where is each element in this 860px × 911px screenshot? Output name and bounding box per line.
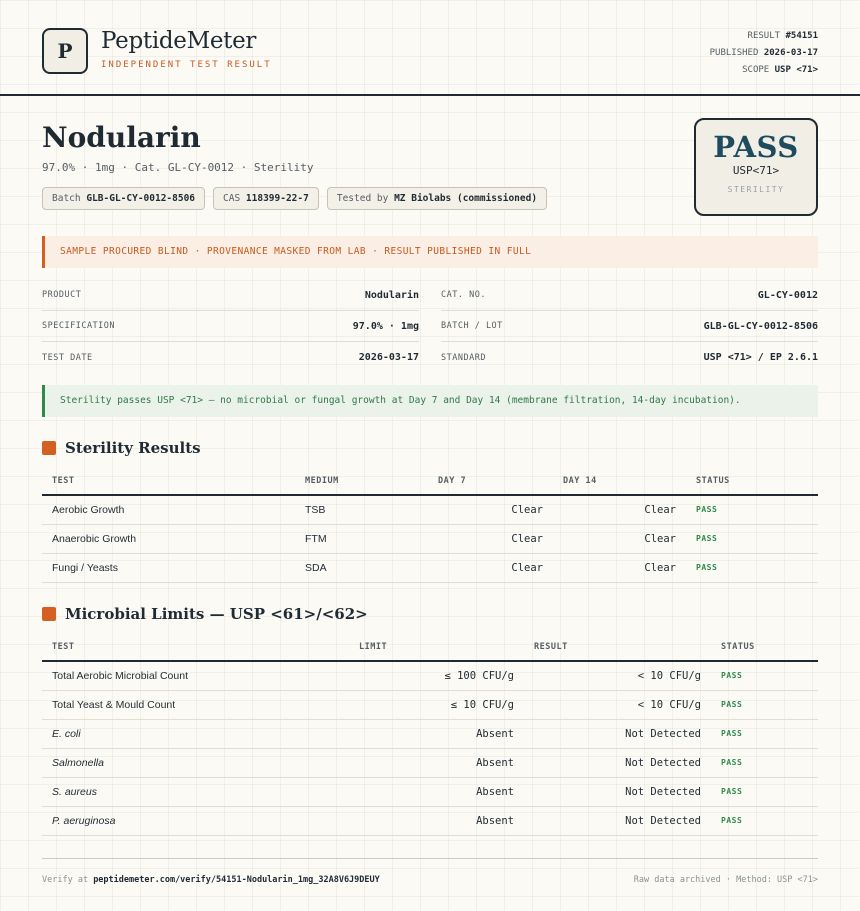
brand-tagline: INDEPENDENT TEST RESULT (101, 60, 272, 70)
footer-method: Raw data archived · Method: USP <71> (633, 875, 818, 885)
column-header: TEST (42, 467, 295, 495)
column-header: STATUS (711, 633, 818, 661)
stamp-standard: USP<71> (732, 164, 780, 177)
table-header-row (42, 633, 818, 661)
summary-notice: Sterility passes USP <71> — no microbial or fungal growth at Day 7 and Day 14 (membrane filtration, 14-day incubation). (42, 385, 818, 417)
verify-text: Verify at peptidemeter.com/verify/54151-Nodularin_1mg_32A8V6J9DEUY (42, 875, 380, 885)
column-header: STATUS (686, 467, 818, 495)
product-subtitle: 97.0% · 1mg · Cat. GL-CY-0012 · Sterility (42, 161, 314, 174)
column-header: DAY 14 (553, 467, 686, 495)
section-title: Sterility Results (65, 439, 201, 457)
info-row: STANDARD USP <71> / EP 2.6.1 (441, 352, 818, 363)
verify-link[interactable]: peptidemeter.com/verify/54151-Nodularin_1mg_32A8V6J9DEUY (93, 875, 380, 885)
stamp-scope: STERILITY (727, 185, 785, 194)
footer (42, 858, 818, 898)
status-badge: PASS (686, 495, 818, 524)
table-row: S. aureus Absent Not Detected PASS (42, 777, 818, 806)
column-header: LIMIT (349, 633, 524, 661)
sterility-section-heading (42, 439, 201, 457)
batch-chip: Batch GLB-GL-CY-0012-8506 (42, 187, 205, 210)
meta-scope: SCOPE USP <71> (742, 65, 818, 75)
table-row: P. aeruginosa Absent Not Detected PASS (42, 806, 818, 835)
table-row: Fungi / Yeasts SDA Clear Clear PASS (42, 553, 818, 582)
table-row: E. coli Absent Not Detected PASS (42, 719, 818, 748)
status-badge: PASS (686, 553, 818, 582)
column-header: TEST (42, 633, 349, 661)
microbial-table (42, 633, 818, 836)
sterility-table (42, 467, 818, 583)
section-marker-icon (42, 441, 56, 455)
header (0, 0, 860, 96)
result-meta (710, 28, 818, 79)
status-badge: PASS (711, 661, 818, 690)
section-marker-icon (42, 607, 56, 621)
pass-stamp (694, 118, 818, 216)
microbial-section-heading (42, 605, 368, 623)
status-badge: PASS (686, 524, 818, 553)
status-badge: PASS (711, 719, 818, 748)
column-header: DAY 7 (428, 467, 553, 495)
table-row: Total Yeast & Mould Count ≤ 10 CFU/g < 10 CFU/g PASS (42, 690, 818, 719)
table-header-row (42, 467, 818, 495)
brand-name: PeptideMeter (101, 28, 257, 54)
info-row: TEST DATE 2026-03-17 (42, 352, 419, 363)
table-row: Anaerobic Growth FTM Clear Clear PASS (42, 524, 818, 553)
meta-published: PUBLISHED 2026-03-17 (709, 48, 818, 58)
blind-notice: SAMPLE PROCURED BLIND · PROVENANCE MASKED FROM LAB · RESULT PUBLISHED IN FULL (42, 236, 818, 268)
table-row: Aerobic Growth TSB Clear Clear PASS (42, 495, 818, 524)
brand-logo: P (42, 28, 88, 74)
cas-chip: CAS 118399-22-7 (213, 187, 319, 210)
info-grid-left (42, 280, 419, 373)
column-header: MEDIUM (295, 467, 428, 495)
info-row: CAT. NO. GL-CY-0012 (441, 280, 818, 311)
table-row: Salmonella Absent Not Detected PASS (42, 748, 818, 777)
info-grid-right (441, 280, 818, 373)
info-row: BATCH / LOT GLB-GL-CY-0012-8506 (441, 311, 818, 342)
info-row: SPECIFICATION 97.0% · 1mg (42, 311, 419, 342)
product-chips (42, 187, 547, 210)
info-row: PRODUCT Nodularin (42, 280, 419, 311)
column-header: RESULT (524, 633, 711, 661)
status-badge: PASS (711, 806, 818, 835)
status-badge: PASS (711, 777, 818, 806)
table-row: Total Aerobic Microbial Count ≤ 100 CFU/g < 10 CFU/g PASS (42, 661, 818, 690)
section-title: Microbial Limits — USP <61>/<62> (65, 605, 368, 623)
meta-result: RESULT #54151 (747, 31, 818, 41)
product-title: Nodularin (42, 121, 201, 154)
stamp-verdict: PASS (713, 130, 799, 164)
status-badge: PASS (711, 748, 818, 777)
status-badge: PASS (711, 690, 818, 719)
tested-by-chip: Tested by MZ Biolabs (commissioned) (327, 187, 547, 210)
